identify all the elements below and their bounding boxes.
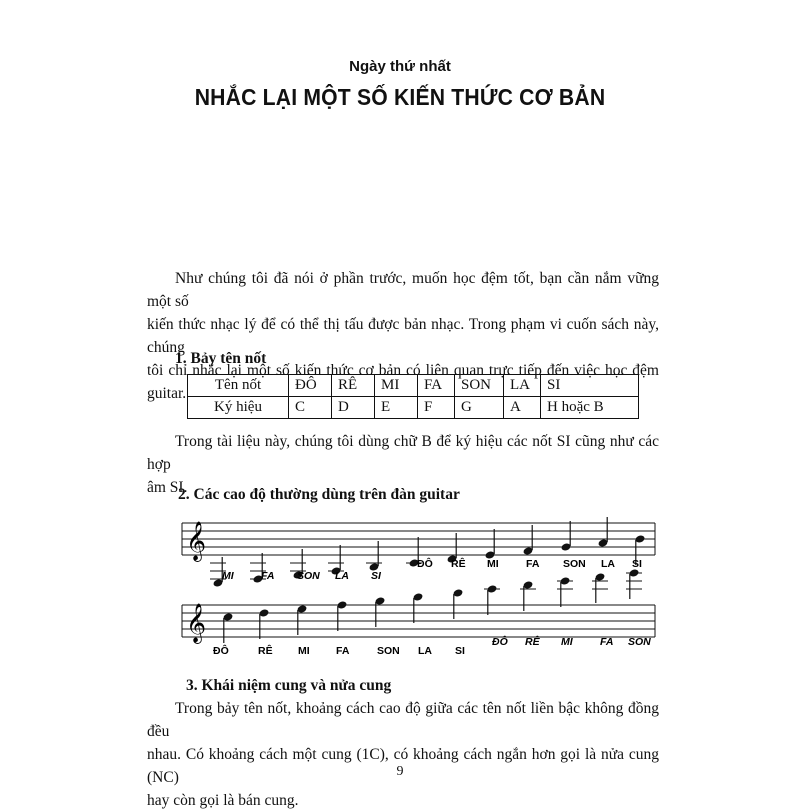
table-cell: LA xyxy=(504,375,541,397)
table-cell: ĐÔ xyxy=(289,375,332,397)
note-label: LA xyxy=(601,558,615,570)
section-3-paragraph xyxy=(147,697,659,812)
table-cell: C xyxy=(289,397,332,419)
table-cell: Tên nốt xyxy=(188,375,289,397)
page-number: 9 xyxy=(396,764,404,779)
section-2-heading: 2. Các cao độ thường dùng trên đàn guitar xyxy=(178,486,460,503)
treble-clef-icon: 𝄞 xyxy=(186,521,207,561)
note-label: FA xyxy=(600,636,614,648)
section-1-heading: 1. Bảy tên nốt xyxy=(175,350,267,367)
section-3-line-3: hay còn gọi là bán cung. xyxy=(147,792,299,809)
note-label: ĐÔ xyxy=(213,645,229,657)
note-label: SON xyxy=(563,558,586,570)
table-cell: RÊ xyxy=(332,375,375,397)
note-label: RÊ xyxy=(525,636,540,648)
note-label: MI xyxy=(561,636,573,648)
note-label: MI xyxy=(222,570,234,582)
table-row xyxy=(188,375,639,397)
staff-2 xyxy=(182,568,655,657)
note-label: LA xyxy=(335,570,349,582)
note-label: SI xyxy=(371,570,381,582)
treble-clef-icon: 𝄞 xyxy=(186,603,207,643)
section-1-note-line-2: âm SI. xyxy=(147,479,188,496)
section-3-line-1: Trong bảy tên nốt, khoảng cách cao độ giữa các tên nốt liền bậc không đồng đều xyxy=(147,700,659,740)
table-cell: G xyxy=(455,397,504,419)
note-names-table xyxy=(187,374,639,419)
section-3-line-2: nhau. Có khoảng cách một cung (1C), có khoảng cách ngắn hơn gọi là nửa cung (NC) xyxy=(147,746,659,786)
note-label: LA xyxy=(418,645,432,657)
note-label: SI xyxy=(632,558,642,570)
note-label: SON xyxy=(628,636,651,648)
chapter-title: NHẮC LẠI MỘT SỐ KIẾN THỨC CƠ BẢN xyxy=(194,84,606,110)
table-cell: D xyxy=(332,397,375,419)
table-row xyxy=(188,397,639,419)
table-cell: F xyxy=(418,397,455,419)
note-label: FA xyxy=(526,558,540,570)
music-staves xyxy=(0,505,800,660)
day-label: Ngày thứ nhất xyxy=(349,58,451,75)
note-label: ĐÔ xyxy=(492,636,508,648)
table-cell: SON xyxy=(455,375,504,397)
section-1-note-line-1: Trong tài liệu này, chúng tôi dùng chữ B để ký hiệu các nốt SI cũng như các hợp xyxy=(147,433,659,473)
note-label: RÊ xyxy=(451,558,466,570)
note-label: SI xyxy=(455,645,465,657)
intro-line-2: kiến thức nhạc lý để có thể thị tấu được bản nhạc. Trong phạm vi cuốn sách này, chúng xyxy=(147,316,659,356)
table-cell: MI xyxy=(375,375,418,397)
note-label: FA xyxy=(261,570,275,582)
section-3-heading: 3. Khái niệm cung và nửa cung xyxy=(186,677,392,694)
staff-1 xyxy=(182,517,655,588)
table-cell: H hoặc B xyxy=(541,397,639,419)
table-cell: FA xyxy=(418,375,455,397)
table-cell: E xyxy=(375,397,418,419)
table-cell: SI xyxy=(541,375,639,397)
intro-line-1: Như chúng tôi đã nói ở phần trước, muốn học đệm tốt, bạn cần nắm vững một số xyxy=(147,270,659,310)
note-label: MI xyxy=(487,558,499,570)
table-cell: A xyxy=(504,397,541,419)
note-label: SON xyxy=(297,570,320,582)
note-label: RÊ xyxy=(258,645,273,657)
intro-line-3: tôi chỉ nhắc lại một số kiến thức cơ bản có liên quan trực tiếp đến việc học đệm guitar. xyxy=(147,362,659,402)
table-cell: Ký hiệu xyxy=(188,397,289,419)
note-label: ĐÔ xyxy=(417,558,433,570)
note-label: FA xyxy=(336,645,350,657)
note-label: MI xyxy=(298,645,310,657)
note-label: SON xyxy=(377,645,400,657)
